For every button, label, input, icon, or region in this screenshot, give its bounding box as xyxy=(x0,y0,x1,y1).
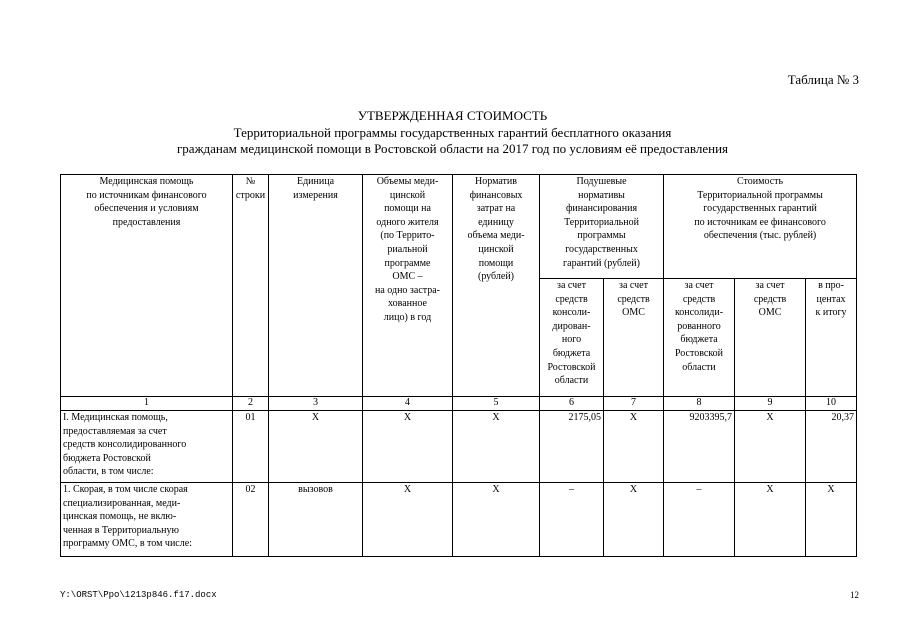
table-row xyxy=(61,483,857,557)
row-line-number: 02 xyxy=(233,483,269,557)
header-per-capita-group: Подушевые нормативы финансирования Территориальной программы государственных гарантий (рублей) xyxy=(540,175,664,279)
row-unit: вызовов xyxy=(269,483,363,557)
subheader-cost-budget: за счет средств консолиди- рованного бюджета Ростовской области xyxy=(664,279,735,397)
subheader-cost-percent: в про- центах к итогу xyxy=(806,279,857,397)
row-per-capita-budget: 2175,05 xyxy=(540,411,604,483)
column-number: 1 xyxy=(61,397,233,411)
row-volume: Х xyxy=(363,483,453,557)
column-number: 10 xyxy=(806,397,857,411)
header-volume: Объемы меди- цинской помощи на одного жителя (по Террито- риальной программе ОМС – на одно застра- хованное лицо) в год xyxy=(363,175,453,397)
header-line-number: № строки xyxy=(233,175,269,397)
column-number: 2 xyxy=(233,397,269,411)
row-percent: 20,37 xyxy=(806,411,857,483)
header-cost-group: Стоимость Территориальной программы государственных гарантий по источникам ее финансового обеспечения (тыс. рублей) xyxy=(664,175,857,279)
row-name: 1. Скорая, в том числе скорая специализированная, меди- цинская помощь, не вклю- ченная в Территориальную программу ОМС, в том числе: xyxy=(61,483,233,557)
column-number: 8 xyxy=(664,397,735,411)
column-number: 5 xyxy=(453,397,540,411)
header-medical-care: Медицинская помощь по источникам финансового обеспечения и условиям предоставления xyxy=(61,175,233,397)
footer-file-path: Y:\ORST\Ppo\1213p846.f17.docx xyxy=(60,590,217,600)
row-line-number: 01 xyxy=(233,411,269,483)
row-per-capita-budget: – xyxy=(540,483,604,557)
row-per-capita-oms: Х xyxy=(604,483,664,557)
column-number-row xyxy=(61,397,857,411)
row-cost-oms: Х xyxy=(735,483,806,557)
subheader-per-capita-budget: за счет средств консоли- дирован- ного бюджета Ростовской области xyxy=(540,279,604,397)
document-subtitle-line1: Территориальной программы государственных гарантий бесплатного оказания xyxy=(233,125,672,140)
row-per-capita-oms: Х xyxy=(604,411,664,483)
row-norm: Х xyxy=(453,411,540,483)
header-unit: Единица измерения xyxy=(269,175,363,397)
table-row xyxy=(61,411,857,483)
row-name: I. Медицинская помощь, предоставляемая за счет средств консолидированного бюджета Ростовской области, в том числе: xyxy=(61,411,233,483)
column-number: 4 xyxy=(363,397,453,411)
row-cost-budget: – xyxy=(664,483,735,557)
subheader-per-capita-oms: за счет средств ОМС xyxy=(604,279,664,397)
row-unit: Х xyxy=(269,411,363,483)
page-number: 12 xyxy=(850,590,859,600)
column-number: 9 xyxy=(735,397,806,411)
row-norm: Х xyxy=(453,483,540,557)
row-volume: Х xyxy=(363,411,453,483)
row-cost-oms: Х xyxy=(735,411,806,483)
column-number: 6 xyxy=(540,397,604,411)
table-number-label: Таблица № 3 xyxy=(787,72,859,87)
header-norm: Норматив финансовых затрат на единицу объема меди- цинской помощи (рублей) xyxy=(453,175,540,397)
cost-table xyxy=(60,174,857,557)
subheader-cost-oms: за счет средств ОМС xyxy=(735,279,806,397)
table-header-row xyxy=(61,175,857,279)
column-number: 7 xyxy=(604,397,664,411)
document-subtitle-line2: гражданам медицинской помощи в Ростовской области на 2017 год по условиям её предоставления xyxy=(176,141,729,156)
row-percent: Х xyxy=(806,483,857,557)
document-title: УТВЕРЖДЕННАЯ СТОИМОСТЬ xyxy=(357,108,548,123)
row-cost-budget: 9203395,7 xyxy=(664,411,735,483)
column-number: 3 xyxy=(269,397,363,411)
